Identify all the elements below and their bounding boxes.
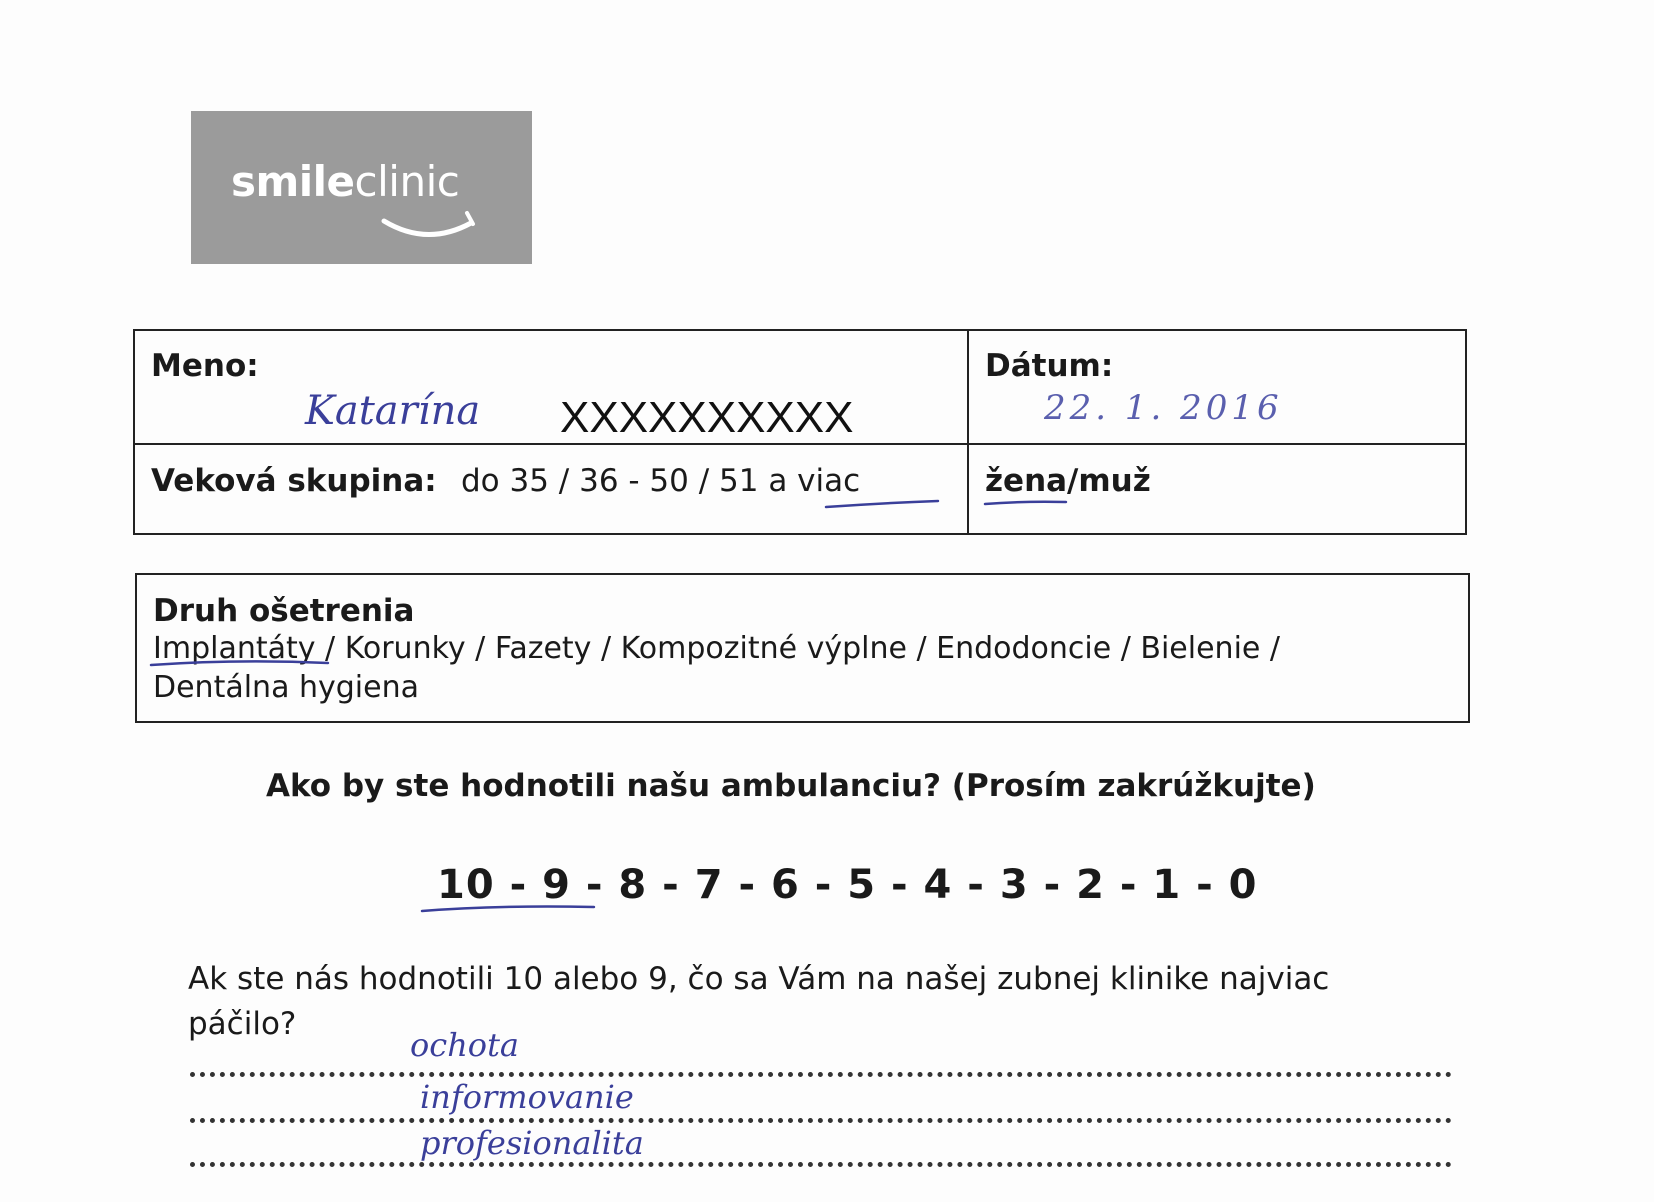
table-divider bbox=[967, 329, 969, 535]
gender-selection-mark bbox=[982, 495, 1072, 509]
answer-line-3 bbox=[190, 1162, 1452, 1167]
date-handwritten: 22. 1. 2016 bbox=[1044, 388, 1283, 428]
date-label: Dátum: bbox=[985, 348, 1114, 384]
treatment-options-cont: Dentálna hygiena bbox=[153, 670, 419, 705]
rating-scale: 10 - 9 - 8 - 7 - 6 - 5 - 4 - 3 - 2 - 1 - 0 bbox=[437, 862, 1258, 908]
treatment-options: Implantáty / Korunky / Fazety / Kompozitné výplne / Endodoncie / Bielenie / bbox=[153, 631, 1281, 666]
age-label: Veková skupina: bbox=[151, 463, 437, 499]
name-redacted: XXXXXXXXXX bbox=[560, 393, 854, 442]
smile-icon bbox=[379, 207, 489, 247]
age-selection-mark bbox=[822, 495, 942, 513]
answer-line-1 bbox=[190, 1072, 1452, 1077]
logo-wordmark: smileclinic bbox=[231, 157, 460, 206]
age-options: do 35 / 36 - 50 / 51 a viac bbox=[461, 463, 861, 499]
treatment-selection-mark bbox=[148, 655, 333, 671]
answer-line-2-text: informovanie bbox=[420, 1078, 634, 1116]
answer-line-1-text: ochota bbox=[410, 1026, 519, 1064]
name-handwritten: Katarína bbox=[305, 388, 481, 434]
rating-selection-mark bbox=[418, 897, 598, 917]
followup-question-cont: páčilo? bbox=[188, 1006, 297, 1042]
table-divider bbox=[133, 443, 1467, 445]
clinic-logo bbox=[191, 111, 532, 264]
treatment-title: Druh ošetrenia bbox=[153, 593, 415, 629]
rating-question: Ako by ste hodnotili našu ambulanciu? (Prosím zakrúžkujte) bbox=[266, 768, 1316, 804]
gender-options: žena/muž bbox=[985, 463, 1151, 499]
answer-line-3-text: profesionalita bbox=[420, 1124, 644, 1162]
followup-question: Ak ste nás hodnotili 10 alebo 9, čo sa Vám na našej zubnej klinike najviac bbox=[188, 961, 1330, 997]
name-label: Meno: bbox=[151, 348, 259, 384]
answer-line-2 bbox=[190, 1118, 1452, 1123]
